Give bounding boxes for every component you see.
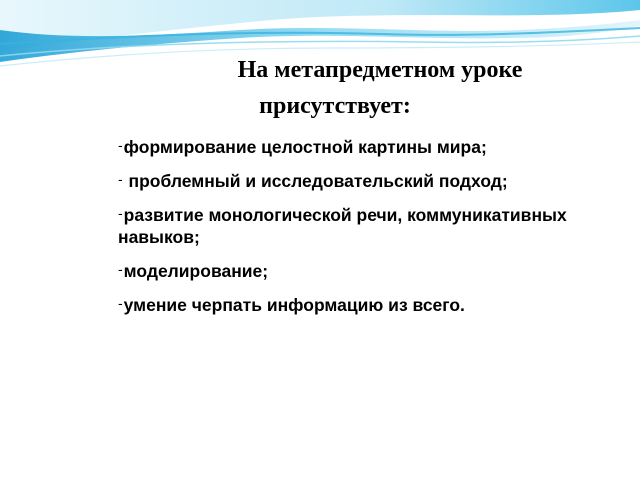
title-line-1: На метапредметном уроке: [237, 57, 523, 83]
list-item-text: моделирование;: [123, 261, 269, 281]
list-item: [118, 134, 588, 158]
bullet-marker: -: [118, 205, 123, 221]
list-item-text: проблемный и исследовательский подход;: [123, 171, 508, 191]
list-item: [118, 258, 588, 282]
list-item-text: развитие монологической речи, коммуникативных навыков;: [118, 205, 567, 247]
bullet-marker: -: [118, 137, 123, 153]
list-item: [118, 292, 588, 316]
list-item: [118, 168, 588, 192]
bullet-list: [118, 134, 588, 326]
bullet-marker: -: [118, 171, 123, 187]
title-line-2: присутствует:: [259, 93, 411, 119]
slide-title: [0, 52, 640, 124]
bullet-marker: -: [118, 261, 123, 277]
list-item-text: умение черпать информацию из всего.: [123, 295, 465, 315]
bullet-marker: -: [118, 295, 123, 311]
list-item-text: формирование целостной картины мира;: [123, 137, 487, 157]
list-item: [118, 202, 588, 248]
